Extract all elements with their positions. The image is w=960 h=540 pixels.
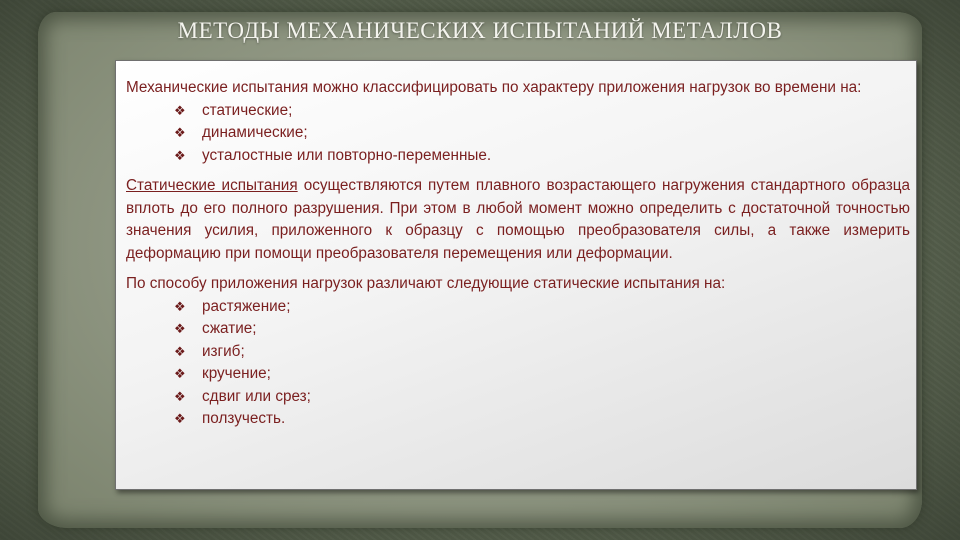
list-item: ❖ ползучесть.	[174, 408, 910, 431]
slide-title: МЕТОДЫ МЕХАНИЧЕСКИХ ИСПЫТАНИЙ МЕТАЛЛОВ	[177, 18, 783, 43]
list-item: ❖ усталостные или повторно-переменные.	[174, 145, 910, 168]
diamond-cluster-icon: ❖	[174, 343, 186, 359]
method-intro-text: По способу приложения нагрузок различают следующие статические испытания на:	[126, 275, 726, 292]
content-body	[126, 77, 910, 431]
list-item: ❖ изгиб;	[174, 341, 910, 364]
diamond-cluster-icon: ❖	[174, 388, 186, 404]
content-panel	[115, 60, 917, 490]
list-item: ❖ сжатие;	[174, 318, 910, 341]
static-tests-description: осуществляются путем плавного возрастающего нагружения стандартного образца вплоть до его полного разрушения. При этом в любой момент можно определить с достаточной точностью значения усилия, приложенного к образцу с помощью преобразователя силы, а также измерить деформацию при помощи преобразователя перемещения или деформации.	[126, 177, 911, 262]
list-item: ❖ растяжение;	[174, 296, 910, 319]
diamond-cluster-icon: ❖	[174, 125, 186, 140]
static-tests-term: Статические испытания	[126, 177, 298, 194]
intro-text: Механические испытания можно классифицировать по характеру приложения нагрузок во времени на:	[126, 79, 862, 96]
diamond-cluster-icon: ❖	[174, 147, 186, 163]
diamond-cluster-icon: ❖	[174, 411, 186, 426]
diamond-cluster-icon: ❖	[174, 298, 186, 314]
static-tests-list	[126, 296, 910, 431]
list-item: ❖ динамические;	[174, 122, 910, 145]
diamond-cluster-icon: ❖	[174, 102, 186, 118]
diamond-cluster-icon: ❖	[174, 321, 186, 336]
list-item: ❖ статические;	[174, 100, 910, 123]
list-item: ❖ кручение;	[174, 363, 910, 386]
load-types-list	[126, 100, 910, 168]
static-tests-paragraph	[126, 175, 910, 265]
diamond-cluster-icon: ❖	[174, 366, 186, 381]
list-item: ❖ сдвиг или срез;	[174, 386, 910, 409]
